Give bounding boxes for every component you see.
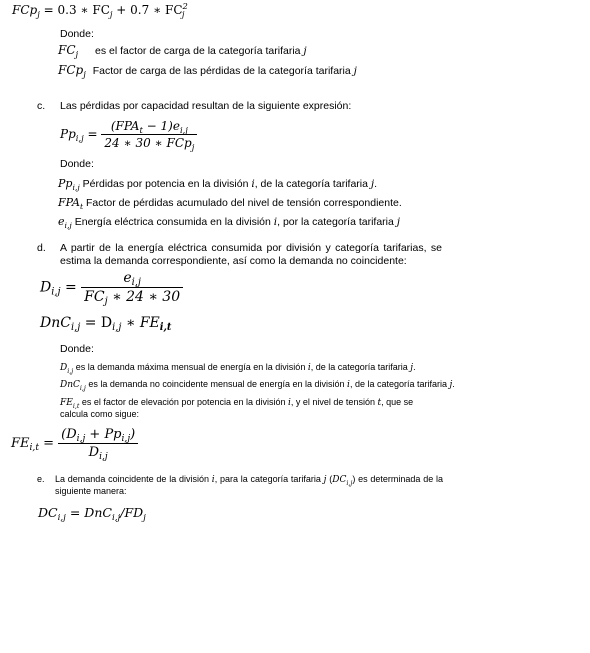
def-pp-sub: i,j bbox=[72, 183, 80, 192]
item-e-dc-sub: i,j bbox=[346, 480, 353, 487]
eq-fe-num-c: ) bbox=[130, 427, 136, 442]
def-e-var2: j bbox=[396, 216, 401, 228]
def-fe-sym: FE bbox=[60, 398, 73, 408]
eq-d-fraction bbox=[81, 270, 183, 305]
eq-dc-rhs2: /FD bbox=[120, 505, 144, 520]
def-e-sym: e bbox=[58, 215, 65, 228]
item-e-var-j: j bbox=[323, 475, 327, 485]
eq-pp-num-b: − 1)e bbox=[142, 119, 180, 133]
def-fcp-text: Factor de carga de las pérdidas de la categoría tarifaria bbox=[92, 65, 354, 77]
eq-fe-lhs: FE bbox=[11, 436, 30, 451]
def-fc-sym: FC bbox=[58, 43, 76, 57]
eq-pp-lhs-sub: i,j bbox=[75, 133, 84, 143]
def-fc-var: j bbox=[303, 45, 307, 57]
def-pp-var: i bbox=[251, 178, 255, 190]
definition-e bbox=[58, 215, 400, 229]
def-fpa-sym: FPA bbox=[58, 196, 80, 209]
def-pp-var2: j bbox=[370, 178, 375, 190]
def-fe-sub: i,t bbox=[72, 403, 80, 410]
item-e-text bbox=[55, 474, 443, 497]
def-d-text2: , de la categoría tarifaria bbox=[310, 362, 411, 372]
eq-dc-lhs: DC bbox=[38, 505, 58, 520]
eq-fe-lhs-sub: i,t bbox=[29, 443, 39, 453]
donde-label-2: Donde: bbox=[60, 158, 94, 170]
def-pp-end: . bbox=[374, 178, 378, 190]
definition-pp bbox=[58, 177, 377, 191]
def-d-sub: i,j bbox=[67, 368, 74, 375]
eq-pp-den-sub: j bbox=[191, 142, 195, 152]
def-pp-sym: Pp bbox=[58, 177, 73, 190]
eq-d-num: e bbox=[123, 270, 132, 286]
item-d-label: d. bbox=[37, 242, 46, 254]
def-dnc-text: es la demanda no coincidente mensual de energía en la división bbox=[85, 379, 348, 389]
equation-fcp bbox=[12, 1, 188, 19]
eq-fcp-rhs: = 0.3 ∗ FC bbox=[39, 3, 110, 17]
donde-label-3: Donde: bbox=[60, 343, 94, 355]
item-e-var-i: i bbox=[211, 475, 215, 485]
item-c-text: Las pérdidas por capacidad resultan de la siguiente expresión: bbox=[60, 100, 352, 112]
eq-fe-den-sub: i,j bbox=[99, 452, 108, 462]
def-e-var: i bbox=[273, 216, 278, 228]
eq-pp-num-a: (FPA bbox=[110, 119, 140, 133]
eq-dnc-lhs-sub: i,j bbox=[70, 322, 81, 333]
eq-fe-den: D bbox=[88, 445, 100, 460]
def-d-var: i bbox=[307, 363, 311, 373]
donde-label-1: Donde: bbox=[60, 28, 94, 40]
def-e-text2: , por la categoría tarifaria bbox=[277, 216, 397, 228]
definition-fc bbox=[58, 44, 307, 58]
def-fe-var: i bbox=[288, 398, 291, 408]
def-fc-text: es el factor de carga de la categoría tarifaria bbox=[95, 45, 304, 57]
eq-pp-den: 24 ∗ 30 ∗ FCp bbox=[104, 136, 192, 150]
eq-fcp-rhs2: + 0.7 ∗ FC bbox=[112, 3, 183, 17]
eq-dc-rhs2-sub: j bbox=[143, 513, 146, 523]
eq-d-den-sub: j bbox=[104, 296, 108, 307]
eq-pp-lhs: Pp bbox=[60, 127, 76, 141]
eq-fcp-sym: FCp bbox=[12, 3, 38, 17]
definition-fcp bbox=[58, 64, 357, 78]
def-d-var2: j bbox=[410, 363, 414, 373]
def-dnc-sub: i,j bbox=[79, 385, 86, 392]
eq-fcp-sub: j bbox=[37, 9, 40, 19]
item-e-text-c: ( bbox=[326, 474, 333, 484]
def-fcp-sub: j bbox=[83, 69, 86, 79]
item-e-text-d: ) es determinada de la siguiente manera: bbox=[55, 474, 443, 496]
eq-pp-num-sub: t bbox=[139, 125, 143, 135]
def-dnc-sym: DnC bbox=[60, 380, 80, 390]
eq-fe-fraction bbox=[58, 427, 138, 460]
def-dnc-var: i bbox=[347, 380, 350, 390]
eq-fcp-rhs-sub: j bbox=[109, 9, 113, 19]
item-e-text-b: , para la categoría tarifaria bbox=[214, 474, 324, 484]
item-e-label: e. bbox=[37, 474, 45, 484]
equation-fe: $FE_{i,t}$ = $\frac{(D_{i,j} + Pp_{i,j})}{D_{i,j}}$ bbox=[11, 427, 138, 460]
def-e-sub: i,j bbox=[64, 221, 72, 230]
eq-dnc-rhs: = D bbox=[80, 315, 113, 331]
def-d-end: . bbox=[413, 362, 416, 372]
eq-fe-num-b: + Pp bbox=[85, 427, 122, 442]
def-dnc-end: . bbox=[452, 379, 455, 389]
eq-dnc-rhs2: ∗ FE bbox=[121, 315, 160, 331]
eq-fcp-rhs2-sub: j bbox=[181, 9, 185, 19]
eq-fcp-rhs2-sup: 2 bbox=[182, 1, 188, 11]
eq-dnc-lhs: DnC bbox=[40, 315, 71, 331]
eq-dc-lhs-sub: i,j bbox=[57, 513, 66, 523]
def-dnc-var2: j bbox=[449, 380, 453, 390]
def-fe-text: es el factor de elevación por potencia en la división bbox=[79, 397, 289, 407]
def-fpa-sub: t bbox=[79, 202, 84, 211]
eq-d-den: FC bbox=[84, 289, 105, 305]
def-d-sym: D bbox=[60, 363, 68, 373]
def-fc-sub: j bbox=[75, 49, 79, 59]
item-c-label: c. bbox=[37, 100, 46, 112]
definition-fpa bbox=[58, 196, 402, 210]
eq-d-den2: ∗ 24 ∗ 30 bbox=[107, 289, 181, 305]
item-e-text-a: La demanda coincidente de la división bbox=[55, 474, 212, 484]
equation-pp: $Pp_{i,j}$ = $\frac{(FPA_t - 1)e_{i,j}}{24 ∗ 30 ∗ FCp_j}$ bbox=[60, 119, 197, 150]
eq-fe-num-sub: i,j bbox=[76, 434, 86, 444]
eq-d-lhs-sub: i,j bbox=[51, 286, 61, 298]
def-pp-text2: , de la categoría tarifaria bbox=[254, 178, 371, 190]
eq-d-lhs: D bbox=[40, 279, 52, 296]
equation-dc bbox=[38, 505, 146, 523]
def-fe-text2: , y el nivel de tensión bbox=[290, 397, 378, 407]
eq-dc-rhs-sub: i,j bbox=[111, 513, 121, 523]
eq-d-num-sub: i,j bbox=[131, 277, 141, 288]
def-e-text: Energía eléctrica consumida en la división bbox=[71, 216, 274, 228]
definition-dnc bbox=[60, 379, 455, 391]
eq-pp-fraction bbox=[101, 119, 197, 150]
eq-pp-num-sub2: i,j bbox=[179, 125, 188, 135]
def-fe-text3: , que se calcula como sigue: bbox=[60, 397, 414, 419]
item-e-dc: DC bbox=[332, 475, 347, 485]
eq-fe-num-a: (D bbox=[61, 427, 77, 442]
eq-dnc-rhs-sub: i,j bbox=[112, 322, 122, 333]
eq-dnc-rhs2-sub: i,t bbox=[159, 322, 172, 333]
def-pp-text: Pérdidas por potencia en la división bbox=[79, 178, 252, 190]
equation-d: $D_{i,j}$ = $\frac{e_{i,j}}{FC_j ∗ 24 ∗ 30}$ bbox=[40, 270, 183, 305]
equation-dnc bbox=[40, 315, 171, 331]
def-fpa-text: Factor de pérdidas acumulado del nivel de tensión correspondiente. bbox=[83, 197, 402, 209]
def-fe-var2: t bbox=[377, 398, 382, 408]
definition-fe bbox=[60, 397, 440, 420]
def-dnc-text2: , de la categoría tarifaria bbox=[349, 379, 450, 389]
def-fcp-sym: FCp bbox=[58, 63, 84, 77]
definition-d bbox=[60, 362, 416, 374]
eq-fe-num-sub2: i,j bbox=[121, 434, 131, 444]
eq-dc-rhs: = DnC bbox=[65, 505, 112, 520]
def-d-text: es la demanda máxima mensual de energía en la división bbox=[73, 362, 308, 372]
item-d-text: A partir de la energía eléctrica consumida por división y categoría tarifarias, se estima la demanda correspondiente, así como la demanda no coincidente: bbox=[60, 242, 442, 267]
def-fcp-var: j bbox=[353, 65, 357, 77]
